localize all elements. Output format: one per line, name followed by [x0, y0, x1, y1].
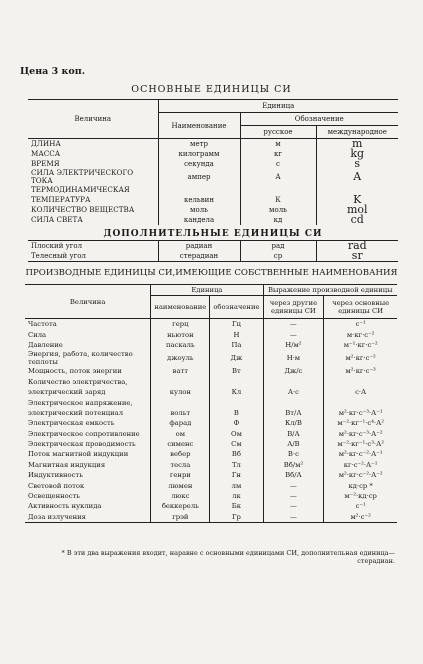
cell-name: ватт — [151, 366, 210, 376]
header-international: международное — [316, 126, 398, 139]
cell-name: беккерель — [151, 501, 210, 511]
header-designation: обозначение — [210, 296, 263, 319]
cell-name: паскаль — [151, 340, 210, 350]
cell-sym: Гц — [210, 319, 263, 330]
cell-name: джоуль — [151, 350, 210, 366]
cell-q: Доза излучения — [28, 512, 86, 521]
cell-q: Световой поток — [28, 481, 85, 490]
cell-name: фарад — [151, 418, 210, 428]
table-row: Плоский угол радиан рад rad — [28, 241, 398, 252]
table-row — [25, 460, 397, 470]
cell-sym: Тл — [210, 460, 263, 470]
table-row: ТЕРМОДИНАМИЧЕСКАЯ — [28, 185, 398, 195]
cell-other: Н/м² — [263, 340, 324, 350]
cell-base: м⁻²·кд·ср — [324, 491, 397, 501]
table-row — [25, 491, 397, 501]
cell-other — [263, 377, 324, 387]
header-russian: русское — [240, 126, 316, 139]
cell-q: Количество электричества, — [28, 377, 128, 386]
cell-q: Электрическое сопротивление — [28, 429, 140, 438]
cell-name: кулон — [151, 387, 210, 397]
cell-sym: Вт — [210, 366, 263, 376]
cell-other: Дж/с — [263, 366, 324, 376]
cell-base — [324, 397, 397, 407]
cell-other: — — [263, 491, 324, 501]
table-row — [25, 387, 397, 397]
cell-other: В·с — [263, 449, 324, 459]
cell-other — [263, 397, 324, 407]
cell-name: герц — [151, 319, 210, 330]
cell-base: с·А — [324, 387, 397, 397]
cell-sym: лк — [210, 491, 263, 501]
table-row: МАССА килограмм кг kg — [28, 149, 398, 159]
cell-other: В/А — [263, 429, 324, 439]
cell-q: Поток магнитной индукции — [28, 450, 129, 459]
table-row: ДЛИНА метр м m — [28, 139, 398, 150]
cell-sym: Н — [210, 329, 263, 339]
cell-name: люмен — [151, 480, 210, 490]
cell-other: А/В — [263, 439, 324, 449]
cell-sym: Ом — [210, 429, 263, 439]
cell-other: Вт/А — [263, 408, 324, 418]
header-name: Наименование — [158, 113, 240, 139]
cell-sym: Гн — [210, 470, 263, 480]
cell-base: м⁻²·кг⁻¹·с⁴·А² — [324, 418, 397, 428]
cell-other: — — [263, 480, 324, 490]
additional-units-title: ДОПОЛНИТЕЛЬНЫЕ ЕДИНИЦЫ СИ — [103, 228, 323, 239]
table-row — [25, 439, 397, 449]
cell-base — [324, 377, 397, 387]
table-row — [25, 480, 397, 490]
cell-q: Электрическое напряжение, — [28, 398, 133, 407]
cell-q: Энергия, работа, количество теплоты — [28, 350, 133, 367]
cell-other: — — [263, 501, 324, 511]
table-row — [25, 366, 397, 376]
cell-base: кг·с⁻²·А⁻¹ — [324, 460, 397, 470]
cell-base: м·кг·с⁻² — [324, 329, 397, 339]
header-quantity: Величина — [25, 285, 151, 319]
cell-name: грэй — [151, 512, 210, 523]
cell-name — [151, 397, 210, 407]
cell-base: м²·кг·с⁻³ — [324, 366, 397, 376]
cell-sym: В — [210, 408, 263, 418]
table-row: СИЛА СВЕТА кандела кд cd — [28, 215, 398, 225]
table-row — [25, 512, 397, 523]
cell-sym: Бк — [210, 501, 263, 511]
cell-q: Давление — [28, 340, 63, 349]
cell-q: Мощность, поток энергии — [28, 367, 122, 376]
cell-base: м²·с⁻² — [324, 512, 397, 523]
cell-base: кд·ср * — [324, 480, 397, 490]
cell-q: Частота — [28, 320, 57, 329]
cell-name: сименс — [151, 439, 210, 449]
base-units-table — [28, 99, 398, 262]
table-row — [25, 418, 397, 428]
price-label: Цена 3 коп. — [20, 66, 86, 77]
table-row — [25, 340, 397, 350]
footnote: * В эти два выражения входит, наравне с основными единицами СИ, дополнительная единица—стерадиан. — [61, 549, 395, 565]
table-row — [25, 377, 397, 387]
cell-q: Активность нуклида — [28, 502, 102, 511]
cell-other: А·с — [263, 387, 324, 397]
derived-units-title: ПРОИЗВОДНЫЕ ЕДИНИЦЫ СИ,ИМЕЮЩИЕ СОБСТВЕННЫЕ НАИМЕНОВАНИЯ — [25, 268, 398, 278]
header-name: наименование — [151, 296, 210, 319]
table-row: Телесный угол стерадиан ср sr — [28, 251, 398, 262]
cell-other: Вб/м² — [263, 460, 324, 470]
cell-base: с⁻¹ — [324, 501, 397, 511]
table-row: ВРЕМЯ секунда с s — [28, 159, 398, 169]
table-row — [25, 429, 397, 439]
cell-q: Магнитная индукция — [28, 460, 106, 469]
cell-base: м²·кг·с⁻³·А⁻² — [324, 429, 397, 439]
table-row — [25, 397, 397, 407]
table-row — [25, 470, 397, 480]
header-via-base: через основные единицы СИ — [324, 296, 397, 319]
cell-sym — [210, 377, 263, 387]
header-designation: Обозначение — [240, 113, 398, 126]
cell-sym: Гр — [210, 512, 263, 523]
cell-q: электрический потенциал — [28, 408, 124, 417]
table-row — [25, 501, 397, 511]
cell-name: вебер — [151, 449, 210, 459]
table-row: СИЛА ЭЛЕКТРИЧЕСКОГО ТОКА ампер А A — [28, 169, 398, 185]
cell-q: Электрическая проводимость — [28, 440, 136, 449]
cell-other: Н·м — [263, 350, 324, 366]
derived-units-table — [25, 284, 397, 523]
cell-name: ньютон — [151, 329, 210, 339]
cell-q: Освещенность — [28, 492, 80, 501]
cell-base: м⁻²·кг⁻¹·с³·А² — [324, 439, 397, 449]
cell-sym: Дж — [210, 350, 263, 366]
table-row: КОЛИЧЕСТВО ВЕЩЕСТВА моль моль mol — [28, 205, 398, 215]
cell-sym — [210, 397, 263, 407]
cell-sym: лм — [210, 480, 263, 490]
cell-q: электрический заряд — [28, 388, 106, 397]
cell-sym: См — [210, 439, 263, 449]
cell-sym: Ф — [210, 418, 263, 428]
cell-other: Кл/В — [263, 418, 324, 428]
header-unit: Единица — [158, 100, 398, 113]
base-units-title: ОСНОВНЫЕ ЕДИНИЦЫ СИ — [131, 84, 292, 95]
cell-sym: Кл — [210, 387, 263, 397]
cell-base: с⁻¹ — [324, 319, 397, 330]
table-row — [25, 319, 397, 330]
cell-base: м⁻¹·кг·с⁻² — [324, 340, 397, 350]
cell-base: м²·кг·с⁻² — [324, 350, 397, 366]
header-expression: Выражение производной единицы — [263, 285, 397, 296]
cell-name: генри — [151, 470, 210, 480]
cell-base: м²·кг·с⁻³·А⁻¹ — [324, 408, 397, 418]
cell-other: — — [263, 329, 324, 339]
table-row — [25, 408, 397, 418]
header-unit: Единица — [151, 285, 263, 296]
cell-other: — — [263, 319, 324, 330]
cell-base: м²·кг·с⁻²·А⁻² — [324, 470, 397, 480]
header-via-other: через другие единицы СИ — [263, 296, 324, 319]
header-quantity: Величина — [28, 100, 158, 139]
cell-name: люкс — [151, 491, 210, 501]
table-row — [25, 449, 397, 459]
cell-name: тесла — [151, 460, 210, 470]
table-row — [25, 350, 397, 366]
cell-name — [151, 377, 210, 387]
cell-name: ом — [151, 429, 210, 439]
cell-base: м²·кг·с⁻²·А⁻¹ — [324, 449, 397, 459]
cell-other: Вб/А — [263, 470, 324, 480]
cell-q: Сила — [28, 330, 47, 339]
cell-q: Индуктивность — [28, 471, 83, 480]
cell-sym: Вб — [210, 449, 263, 459]
cell-q: Электрическая емкость — [28, 419, 115, 428]
cell-sym: Па — [210, 340, 263, 350]
table-row: ТЕМПЕРАТУРА кельвин К K — [28, 195, 398, 205]
table-row — [25, 329, 397, 339]
cell-name: вольт — [151, 408, 210, 418]
cell-other: — — [263, 512, 324, 523]
